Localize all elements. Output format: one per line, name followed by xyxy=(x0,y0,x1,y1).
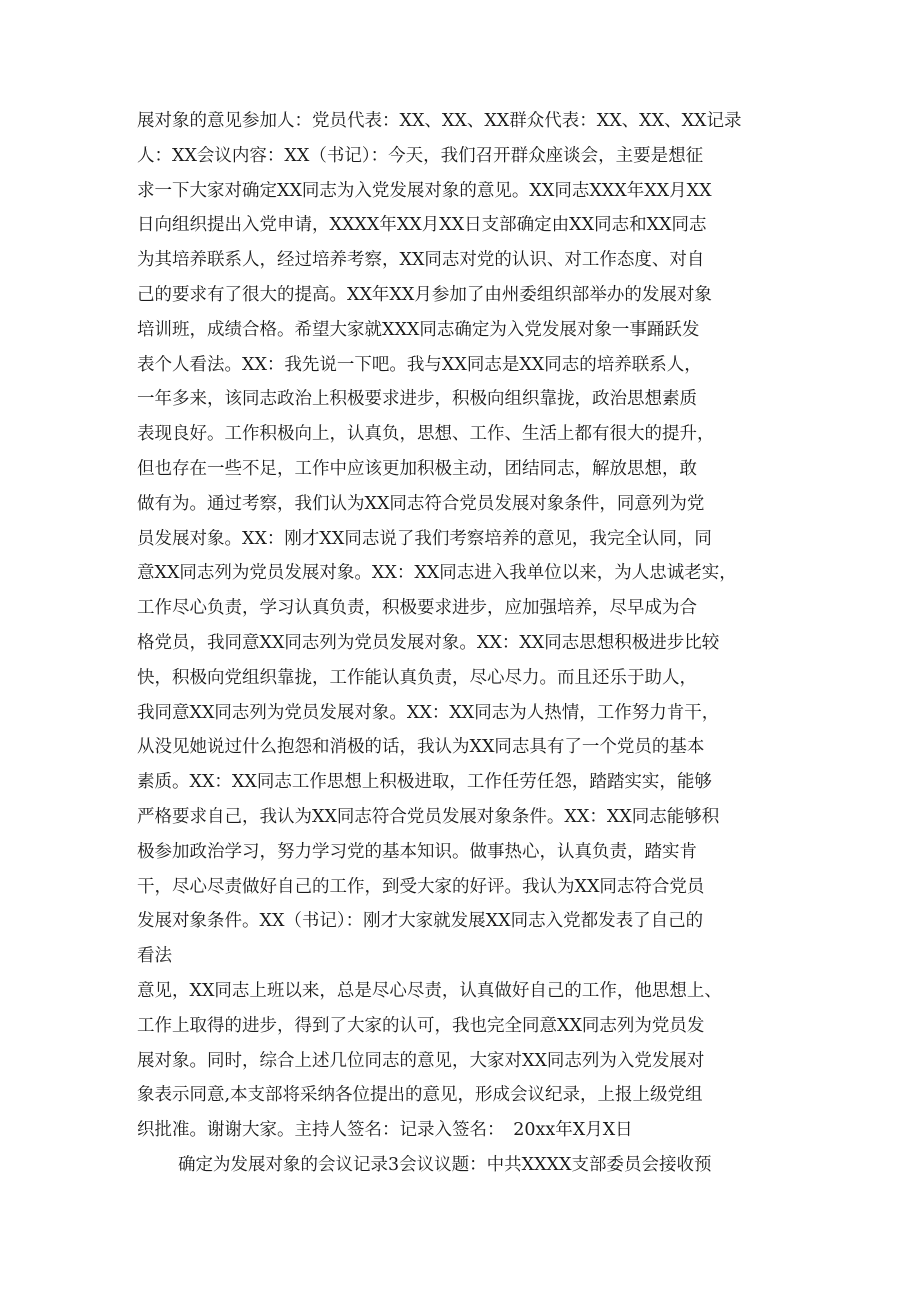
next-section-heading-line: 确定为发展对象的会议记录3会议议题：中共XXXX支部委员会接收预 xyxy=(178,1154,712,1175)
text-line: 素质。XX：XX同志工作思想上积极进取，工作任劳任怨，踏踏实实，能够 xyxy=(137,772,712,793)
text-line: 培训班，成绩合格。希望大家就XXX同志确定为入党发展对象一事踊跃发 xyxy=(137,319,700,340)
text-line: 干，尽心尽责做好自己的工作，到受大家的好评。我认为XX同志符合党员 xyxy=(137,876,705,897)
text-line: 意XX同志列为党员发展对象。XX：XX同志进入我单位以来，为人忠诚老实， xyxy=(137,563,737,584)
text-line: 表现良好。工作积极向上，认真负，思想、工作、生活上都有很大的提升， xyxy=(137,424,715,445)
text-line: 发展对象条件。XX（书记）：刚才大家就发展XX同志入党都发表了自己的 xyxy=(137,911,704,932)
signature-date-line: 织批准。谢谢大家。主持人签名：记录入签名： 20xx年X月X日 xyxy=(137,1120,633,1141)
text-line: 表个人看法。XX：我先说一下吧。我与XX同志是XX同志的培养联系人， xyxy=(137,354,702,375)
text-line: 格党员，我同意XX同志列为党员发展对象。XX：XX同志思想积极进步比较 xyxy=(137,632,720,653)
text-line: 人：XX会议内容：XX（书记）：今天，我们召开群众座谈会，主要是想征 xyxy=(137,145,704,166)
text-line: 象表示同意,本支部将采纳各位提出的意见，形成会议纪录，上报上级党组 xyxy=(137,1085,703,1106)
text-line: 工作上取得的进步，得到了大家的认可，我也完全同意XX同志列为党员发 xyxy=(137,1015,705,1036)
text-line: 求一下大家对确定XX同志为入党发展对象的意见。XX同志XXX年XX月XX xyxy=(137,180,712,201)
text-line: 看法 xyxy=(137,946,172,967)
text-line: 从没见她说过什么抱怨和消极的话，我认为XX同志具有了一个党员的基本 xyxy=(137,737,705,758)
text-line: 做有为。通过考察，我们认为XX同志符合党员发展对象条件，同意列为党 xyxy=(137,493,705,514)
text-line: 一年多来，该同志政治上积极要求进步，积极向组织靠拢，政治思想素质 xyxy=(137,389,697,410)
text-line: 工作尽心负责，学习认真负责，积极要求进步，应加强培养，尽早成为合 xyxy=(137,598,697,619)
text-line: 意见，XX同志上班以来，总是尽心尽责，认真做好自己的工作，他思想上、 xyxy=(137,980,722,1001)
document-body xyxy=(137,104,797,1183)
text-line: 为其培养联系人，经过培养考察，XX同志对党的认识、对工作态度、对自 xyxy=(137,250,705,271)
text-line: 快，积极向党组织靠拢，工作能认真负责，尽心尽力。而且还乐于助人， xyxy=(137,667,697,688)
text-line: 但也存在一些不足，工作中应该更加积极主动，团结同志，解放思想，敢 xyxy=(137,458,697,479)
text-line: 展对象。同时，综合上述几位同志的意见，大家对XX同志列为入党发展对 xyxy=(137,1050,705,1071)
text-line: 极参加政治学习，努力学习党的基本知识。做事热心，认真负责，踏实肯 xyxy=(137,841,697,862)
text-line: 员发展对象。XX：刚才XX同志说了我们考察培养的意见，我完全认同，同 xyxy=(137,528,712,549)
text-line: 严格要求自己，我认为XX同志符合党员发展对象条件。XX：XX同志能够积 xyxy=(137,806,720,827)
text-line: 展对象的意见参加人：党员代表：XX、XX、XX群众代表：XX、XX、XX记录 xyxy=(137,111,742,131)
text-line: 己的要求有了很大的提高。XX年XX月参加了由州委组织部举办的发展对象 xyxy=(137,284,712,305)
text-line: 日向组织提出入党申请，XXXX年XX月XX日支部确定由XX同志和XX同志 xyxy=(137,215,707,236)
text-line: 我同意XX同志列为党员发展对象。XX：XX同志为人热情，工作努力肯干， xyxy=(137,702,720,723)
